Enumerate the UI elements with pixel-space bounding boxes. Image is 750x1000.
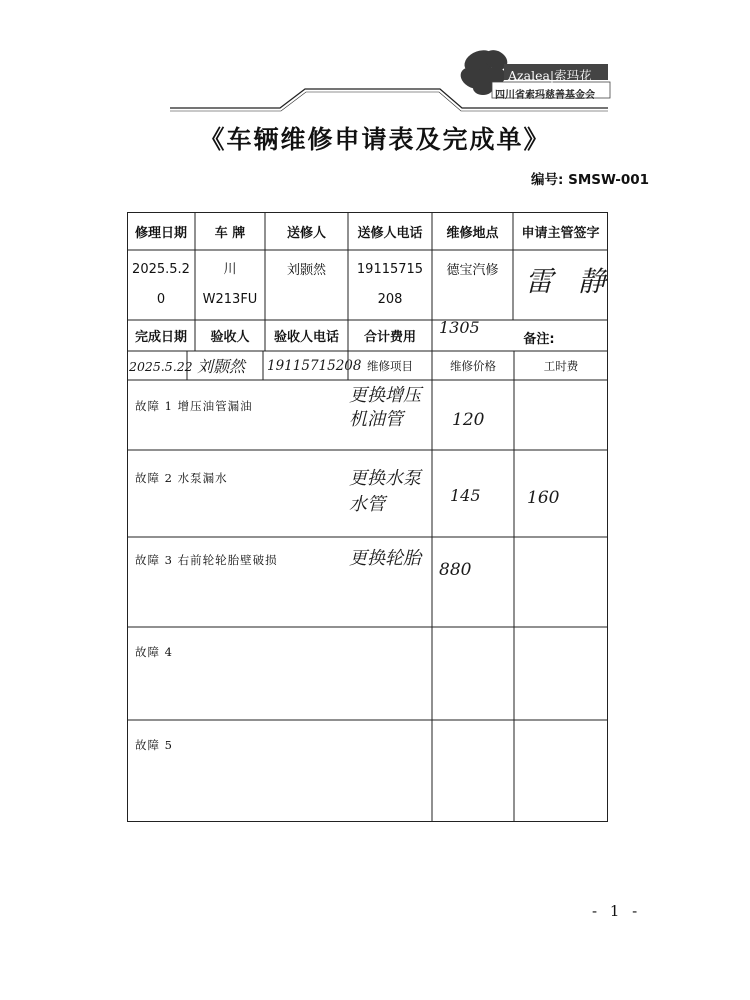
fault-1-item-line2: 机油管: [349, 409, 403, 430]
header-labor-fee: 工时费: [543, 358, 579, 373]
plate-line2: W213FU: [202, 292, 258, 307]
fault-4-label: 故障 4: [135, 645, 173, 659]
repair-form-table: [127, 212, 614, 822]
plate-cell: [195, 250, 265, 320]
logo-organization: 四川省索玛慈善基金会: [495, 90, 595, 101]
fault-3-item: [349, 546, 421, 572]
inspector-value: 刘颢然: [197, 357, 246, 376]
fault-2-labor: 160: [527, 488, 560, 508]
fault-2-label: 故障 2 水泵漏水: [135, 471, 228, 485]
repair-date-line2: 0: [156, 292, 166, 307]
plate-line1: 川: [223, 262, 237, 277]
header-inspector: 验收人: [210, 330, 250, 345]
header-repair-date: 修理日期: [134, 225, 187, 241]
sender-phone-line1: 19115715: [356, 262, 424, 277]
fault-2-price: 145: [450, 486, 481, 505]
header-repair-price: 维修价格: [450, 358, 496, 373]
sender-phone-line2: 208: [377, 292, 403, 307]
header-complete-date: 完成日期: [134, 330, 187, 345]
sender-phone-cell: [348, 250, 432, 320]
header-inspector-phone: 验收人电话: [273, 330, 339, 345]
header-plate: 车 牌: [214, 225, 246, 241]
logo-name: Azalea|索玛花: [508, 68, 592, 83]
header-sender: 送修人: [286, 225, 326, 241]
fault-1-label: 故障 1 增压油管漏油: [135, 399, 253, 413]
complete-date-value: 2025.5.22: [129, 359, 193, 374]
header-total-cost: 合计费用: [363, 330, 416, 345]
fault-1-item-line1: 更换增压: [349, 385, 421, 406]
fault-2-item-line2: 水管: [349, 494, 385, 515]
fault-3-item-line1: 更换轮胎: [349, 548, 421, 569]
total-cost-value: 1305: [439, 318, 480, 337]
sender-name: 刘颢然: [286, 262, 326, 278]
supervisor-signature: 雷 静: [525, 265, 614, 298]
inspector-phone-value: 19115715208: [267, 358, 362, 374]
fault-1-item: [349, 384, 421, 432]
fault-3-price: 880: [439, 560, 472, 580]
header-remark: 备注:: [523, 332, 555, 347]
header-sender-phone: 送修人电话: [357, 225, 423, 241]
repair-location: 德宝汽修: [446, 262, 499, 278]
repair-date-line1: 2025.5.2: [132, 262, 190, 277]
header-rule: [0, 80, 750, 120]
fault-2-item: [349, 466, 421, 518]
document-number: 编号: SMSW-001: [531, 172, 650, 188]
fault-3-label: 故障 3 右前轮轮胎壁破损: [135, 553, 278, 567]
fault-5-label: 故障 5: [135, 738, 173, 752]
header-repair-item: 维修项目: [367, 358, 413, 373]
document-title: 《车辆维修申请表及完成单》: [199, 125, 551, 154]
page-number: - 1 -: [592, 902, 642, 920]
header-supervisor-signature: 申请主管签字: [521, 225, 600, 241]
repair-date-cell: [127, 250, 195, 320]
fault-2-item-line1: 更换水泵: [349, 468, 421, 489]
header-location: 维修地点: [446, 225, 499, 241]
fault-1-price: 120: [452, 410, 485, 430]
